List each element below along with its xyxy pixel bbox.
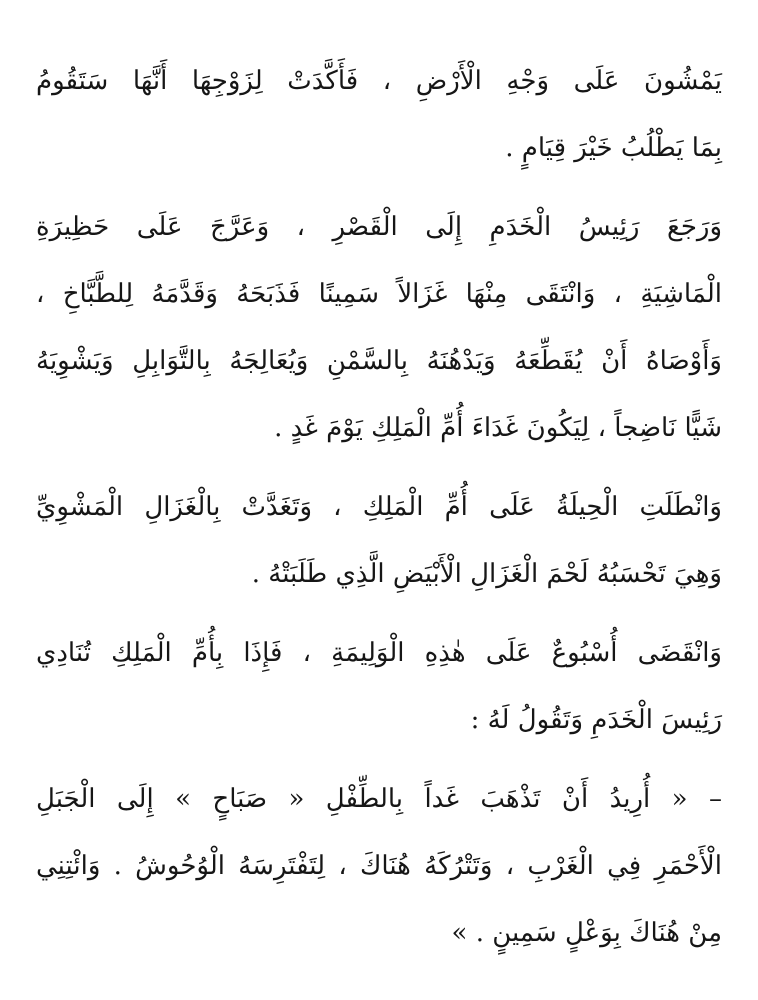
paragraph-gap <box>36 754 722 766</box>
text-line: وَرَجَعَ رَئِيسُ الْخَدَمِ إِلَى الْقَصْرِ ، وَعَرَّجَ عَلَى حَظِيرَةِ <box>36 212 722 242</box>
text-line: بِمَا يَطْلُبُ خَيْرَ قِيَامٍ . <box>505 133 722 163</box>
text-line: وَأَوْصَاهُ أَنْ يُقَطِّعَهُ وَيَدْهُنَهُ بِالسَّمْنِ وَيُعَالِجَهُ بِالتَّوَابِلِ وَيَشْوِيَهُ <box>36 346 722 376</box>
paragraph-gap <box>36 608 722 620</box>
paragraph <box>36 620 722 754</box>
paragraph <box>36 48 722 182</box>
text-line: شَيًّا نَاضِجاً ، لِيَكُونَ غَدَاءَ أُمِّ الْمَلِكِ يَوْمَ غَدٍ . <box>274 413 722 443</box>
text-line: رَئِيسَ الْخَدَمِ وَتَقُولُ لَهُ : <box>470 705 722 735</box>
text-line: الْأَحْمَرِ فِي الْغَرْبِ ، وَتَتْرُكَهُ هُنَاكَ ، لِتَفْتَرِسَهُ الْوُحُوشُ . وَائْتِنِي <box>36 851 722 881</box>
paragraph-gap <box>36 182 722 194</box>
text-line: وَهِيَ تَحْسَبُهُ لَحْمَ الْغَزَالِ الْأَبْيَضِ الَّذِي طَلَبَتْهُ . <box>251 559 722 589</box>
text-line: وَانْقَضَى أُسْبُوعٌ عَلَى هٰذِهِ الْوَلِيمَةِ ، فَإِذَا بِأُمِّ الْمَلِكِ تُنَادِي <box>36 638 722 668</box>
book-page <box>36 48 722 967</box>
text-line: – « أُرِيدُ أَنْ تَذْهَبَ غَداً بِالطِّفْلِ « صَبَاحٍ » إِلَى الْجَبَلِ <box>36 784 722 814</box>
paragraph <box>36 766 722 967</box>
paragraph <box>36 194 722 462</box>
paragraph-gap <box>36 462 722 474</box>
text-line: الْمَاشِيَةِ ، وَانْتَقَى مِنْهَا غَزَالاً سَمِينًا فَذَبَحَهُ وَقَدَّمَهُ لِلطَّبَّاخِ ، <box>36 279 722 309</box>
text-line: يَمْشُونَ عَلَى وَجْهِ الْأَرْضِ ، فَأَكَّدَتْ لِزَوْجِهَا أَنَّهَا سَتَقُومُ <box>36 66 722 96</box>
text-line: مِنْ هُنَاكَ بِوَعْلٍ سَمِينٍ . » <box>451 918 722 948</box>
paragraph <box>36 474 722 608</box>
text-line: وَانْطَلَتِ الْحِيلَةُ عَلَى أُمِّ الْمَلِكِ ، وَتَغَدَّتْ بِالْغَزَالِ الْمَشْوِيِّ <box>36 492 722 522</box>
